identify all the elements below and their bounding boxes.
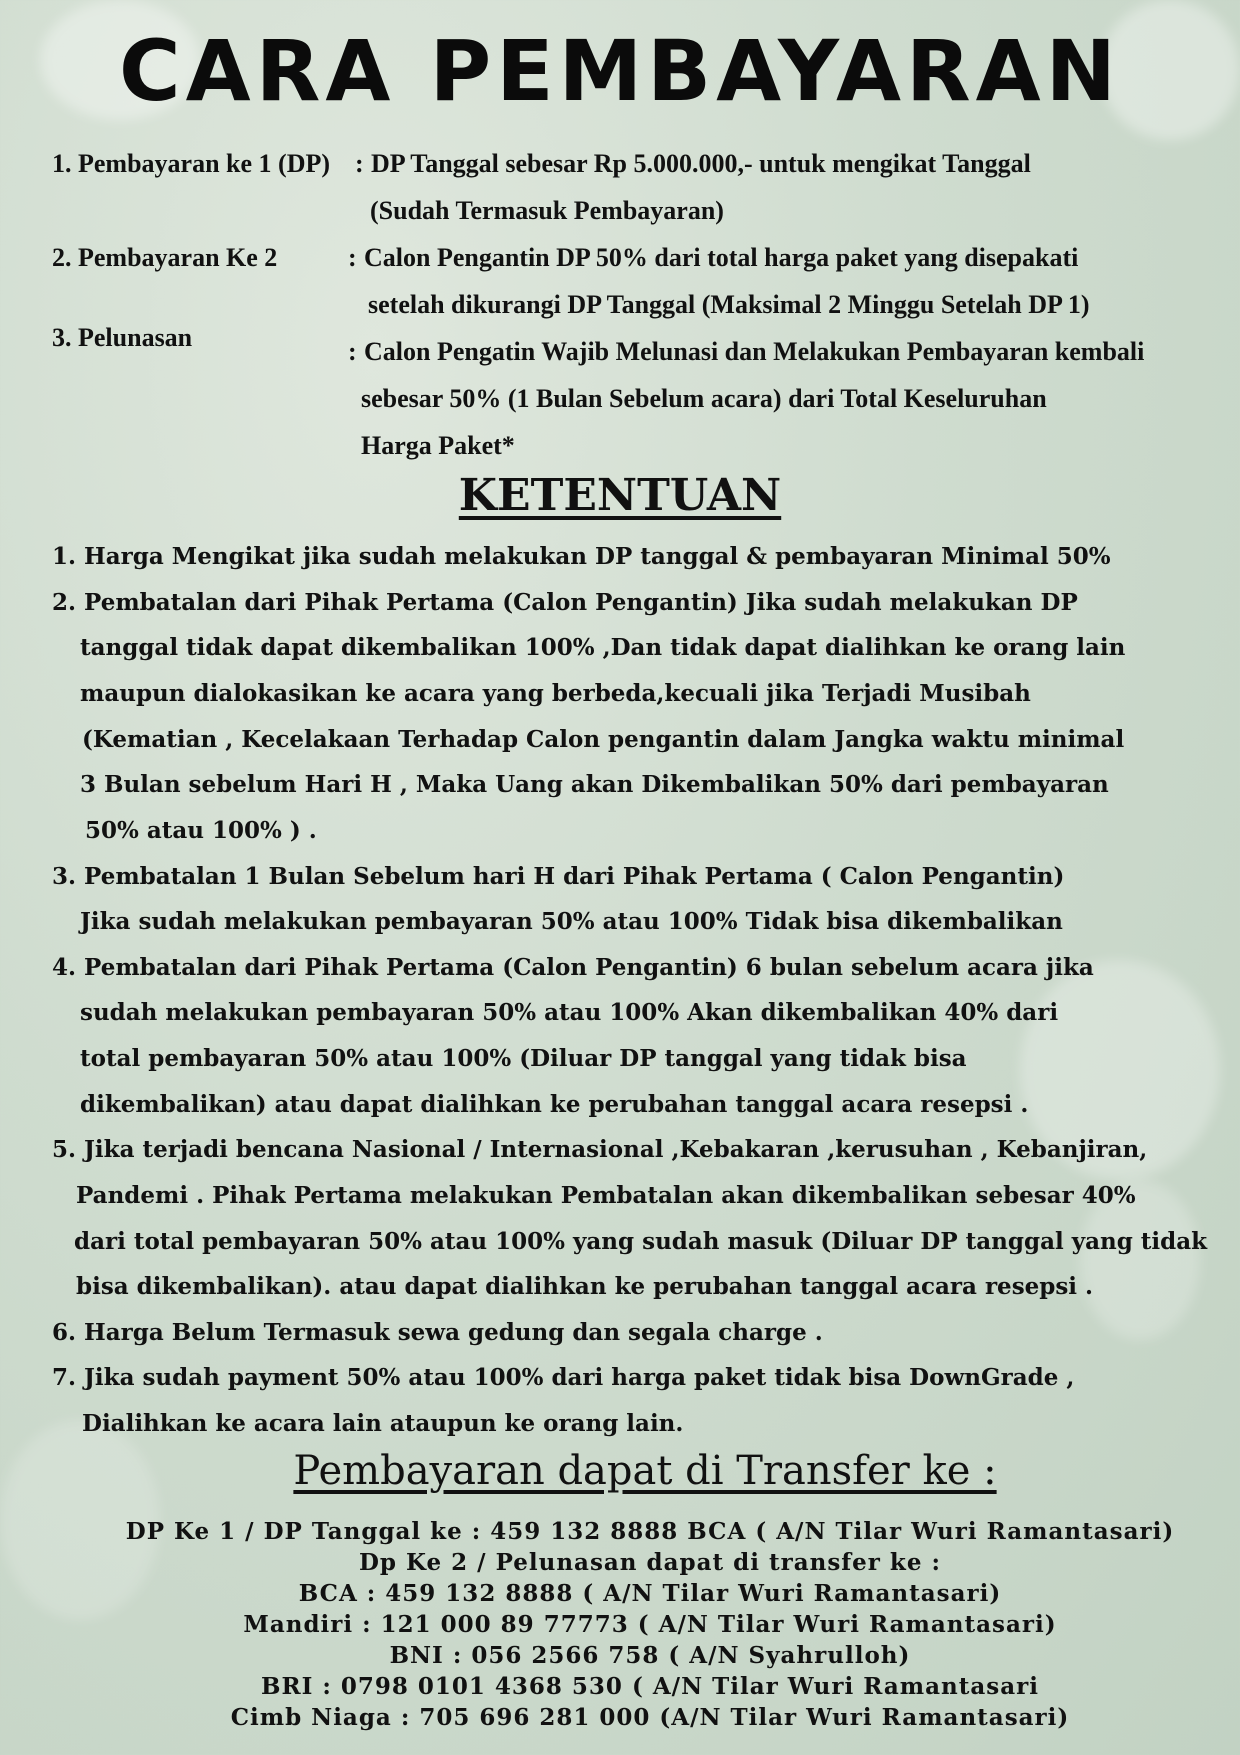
ketentuan-heading: KETENTUAN bbox=[458, 470, 782, 521]
ketentuan-line: dikembalikan) atau dapat dialihkan ke perubahan tanggal acara resepsi . bbox=[80, 1091, 1029, 1118]
ketentuan-line: Pandemi . Pihak Pertama melakukan Pembatalan akan dikembalikan sebesar 40% bbox=[76, 1182, 1136, 1209]
page-title: CARA PEMBAYARAN bbox=[119, 22, 1121, 120]
ketentuan-line: total pembayaran 50% atau 100% (Diluar DP tanggal yang tidak bisa bbox=[80, 1045, 967, 1072]
payment-3-label: 3. Pelunasan bbox=[52, 323, 193, 352]
bank-line: Mandiri : 121 000 89 77773 ( A/N Tilar Wuri Ramantasari) bbox=[243, 1611, 1057, 1638]
transfer-heading: Pembayaran dapat di Transfer ke : bbox=[293, 1448, 997, 1494]
payment-3-separator: : bbox=[348, 337, 357, 366]
bank-line: BNI : 056 2566 758 ( A/N Syahrulloh) bbox=[389, 1642, 911, 1669]
ketentuan-line: 3 Bulan sebelum Hari H , Maka Uang akan Dikembalikan 50% dari pembayaran bbox=[80, 771, 1109, 798]
ketentuan-line: Dialihkan ke acara lain ataupun ke orang lain. bbox=[82, 1410, 684, 1437]
payment-2-separator: : bbox=[348, 243, 357, 272]
ketentuan-line: tanggal tidak dapat dikembalikan 100% ,Dan tidak dapat dialihkan ke orang lain bbox=[80, 634, 1126, 661]
payment-3-desc: sebesar 50% (1 Bulan Sebelum acara) dari Total Keseluruhan bbox=[361, 384, 1047, 413]
ketentuan-line: Jika sudah melakukan pembayaran 50% atau 100% Tidak bisa dikembalikan bbox=[80, 908, 1063, 935]
payment-2-desc: Calon Pengantin DP 50% dari total harga paket yang disepakati bbox=[364, 243, 1079, 272]
ketentuan-line: 7. Jika sudah payment 50% atau 100% dari harga paket tidak bisa DownGrade , bbox=[52, 1364, 1075, 1391]
bank-line: BCA : 459 132 8888 ( A/N Tilar Wuri Ramantasari) bbox=[298, 1580, 1002, 1607]
ketentuan-line: 1. Harga Mengikat jika sudah melakukan DP tanggal & pembayaran Minimal 50% bbox=[52, 543, 1111, 570]
payment-2-desc: setelah dikurangi DP Tanggal (Maksimal 2 Minggu Setelah DP 1) bbox=[368, 290, 1090, 319]
ketentuan-line: 6. Harga Belum Termasuk sewa gedung dan segala charge . bbox=[52, 1319, 823, 1346]
ketentuan-line: dari total pembayaran 50% atau 100% yang sudah masuk (Diluar DP tanggal yang tidak bbox=[74, 1228, 1208, 1255]
payment-3-desc: Harga Paket* bbox=[361, 431, 515, 460]
ketentuan-line: 50% atau 100% ) . bbox=[85, 817, 317, 844]
ketentuan-line: sudah melakukan pembayaran 50% atau 100% Akan dikembalikan 40% dari bbox=[80, 999, 1059, 1026]
ketentuan-line: bisa dikembalikan). atau dapat dialihkan ke perubahan tanggal acara resepsi . bbox=[76, 1273, 1094, 1300]
payment-1-desc: (Sudah Termasuk Pembayaran) bbox=[370, 196, 724, 225]
bank-line: Cimb Niaga : 705 696 281 000 (A/N Tilar Wuri Ramantasari) bbox=[230, 1704, 1070, 1731]
payment-2-label: 2. Pembayaran Ke 2 bbox=[52, 243, 278, 272]
ketentuan-line: 2. Pembatalan dari Pihak Pertama (Calon Pengantin) Jika sudah melakukan DP bbox=[52, 589, 1078, 616]
ketentuan-line: 5. Jika terjadi bencana Nasional / Internasional ,Kebakaran ,kerusuhan , Kebanjiran, bbox=[52, 1136, 1148, 1163]
ketentuan-line: (Kematian , Kecelakaan Terhadap Calon pengantin dalam Jangka waktu minimal bbox=[82, 726, 1125, 753]
ketentuan-line: 3. Pembatalan 1 Bulan Sebelum hari H dari Pihak Pertama ( Calon Pengantin) bbox=[52, 863, 1065, 890]
ketentuan-line: maupun dialokasikan ke acara yang berbeda,kecuali jika Terjadi Musibah bbox=[80, 680, 1031, 707]
payment-1-desc: DP Tanggal sebesar Rp 5.000.000,- untuk mengikat Tanggal bbox=[371, 149, 1031, 178]
payment-1-label: 1. Pembayaran ke 1 (DP) bbox=[52, 149, 331, 178]
payment-1-separator: : bbox=[355, 149, 364, 178]
payment-3-desc: Calon Pengatin Wajib Melunasi dan Melakukan Pembayaran kembali bbox=[364, 337, 1145, 366]
bank-line: BRI : 0798 0101 4368 530 ( A/N Tilar Wuri Ramantasari bbox=[261, 1673, 1039, 1700]
bank-line: Dp Ke 2 / Pelunasan dapat di transfer ke : bbox=[358, 1549, 942, 1576]
bank-line: DP Ke 1 / DP Tanggal ke : 459 132 8888 BCA ( A/N Tilar Wuri Ramantasari) bbox=[125, 1518, 1175, 1545]
ketentuan-line: 4. Pembatalan dari Pihak Pertama (Calon Pengantin) 6 bulan sebelum acara jika bbox=[52, 954, 1094, 981]
